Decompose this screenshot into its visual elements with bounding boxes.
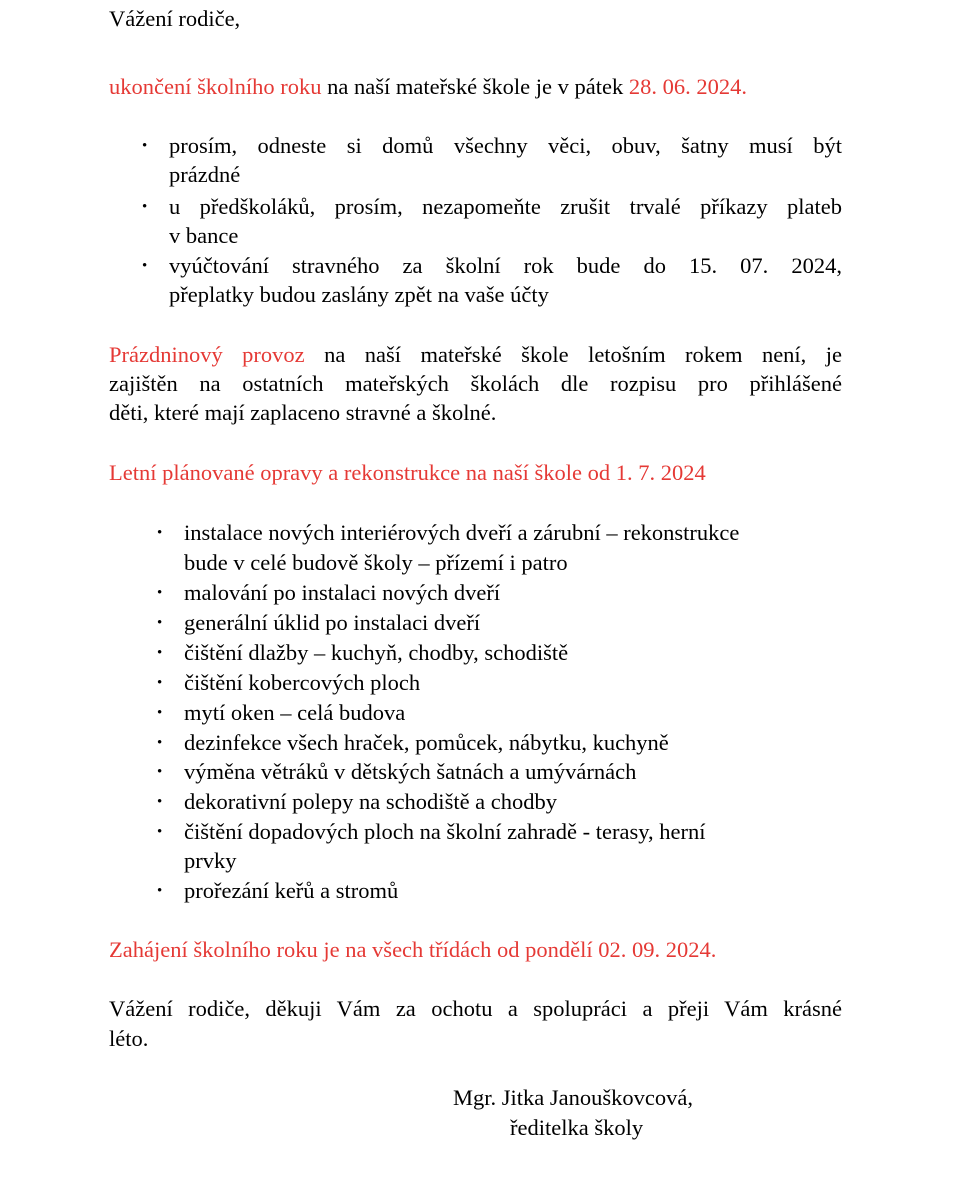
end-of-year-date: 28. 06. 2024. (628, 74, 748, 99)
list-item-line: dekorativní polepy na schodiště a chodby (184, 789, 558, 814)
list-item-line: mytí oken – celá budova (184, 700, 406, 725)
school-start-notice: Zahájení školního roku je na všech třídách od pondělí 02. 09. 2024. (109, 937, 717, 962)
holiday-paragraph-line: zajištěn na ostatních mateřských školách dle rozpisu pro přihlášené (109, 371, 842, 396)
list-item-line: prosím, odneste si domů všechny věci, obuv, šatny musí být (169, 133, 842, 158)
holiday-text: na naší mateřské škole letošním rokem není, je (304, 342, 842, 367)
list-item-line: výměna větráků v dětských šatnách a umývárnách (184, 759, 637, 784)
list-item-line: vyúčtování stravného za školní rok bude do 15. 07. 2024, (169, 253, 842, 278)
list-bullet: • (142, 138, 148, 154)
end-of-year-highlight: ukončení školního roku (109, 74, 322, 99)
list-item-line: generální úklid po instalaci dveří (184, 610, 481, 635)
list-bullet: • (157, 705, 163, 721)
greeting: Vážení rodiče, (109, 6, 241, 31)
list-bullet: • (157, 794, 163, 810)
end-of-year-paragraph (109, 72, 747, 102)
list-item-line: u předškoláků, prosím, nezapomeňte zrušit trvalé příkazy plateb (169, 194, 842, 219)
repairs-heading: Letní plánované opravy a rekonstrukce na naší škole od 1. 7. 2024 (109, 460, 706, 485)
list-item-line: přeplatky budou zaslány zpět na vaše účty (169, 282, 549, 307)
closing-line: Vážení rodiče, děkuji Vám za ochotu a spolupráci a přeji Vám krásné (109, 996, 842, 1021)
list-item-line: instalace nových interiérových dveří a zárubní – rekonstrukce (184, 520, 740, 545)
list-item-line: malování po instalaci nových dveří (184, 580, 501, 605)
end-of-year-text: na naší mateřské škole je v pátek (321, 74, 629, 99)
list-bullet: • (157, 525, 163, 541)
list-bullet: • (142, 258, 148, 274)
list-item-line: bude v celé budově školy – přízemí i patro (184, 550, 568, 575)
list-bullet: • (157, 735, 163, 751)
list-item-line: prvky (184, 848, 237, 873)
list-bullet: • (157, 645, 163, 661)
list-item-line: prořezání keřů a stromů (184, 878, 399, 903)
list-bullet: • (157, 883, 163, 899)
closing-line: léto. (109, 1026, 149, 1051)
list-item-line: čištění kobercových ploch (184, 670, 421, 695)
list-bullet: • (157, 585, 163, 601)
list-bullet: • (157, 764, 163, 780)
list-item-line: čištění dopadových ploch na školní zahradě - terasy, herní (184, 819, 706, 844)
signature-name: Mgr. Jitka Janouškovcová, (453, 1085, 693, 1110)
holiday-paragraph-line (109, 340, 842, 370)
list-bullet: • (157, 615, 163, 631)
list-item-line: prázdné (169, 162, 241, 187)
signature-title: ředitelka školy (510, 1115, 644, 1140)
holiday-highlight: Prázdninový provoz (109, 342, 305, 367)
holiday-paragraph-line: děti, které mají zaplaceno stravné a školné. (109, 400, 497, 425)
list-bullet: • (157, 675, 163, 691)
list-item-line: čištění dlažby – kuchyň, chodby, schodiště (184, 640, 569, 665)
list-bullet: • (142, 199, 148, 215)
list-item-line: v bance (169, 223, 239, 248)
list-item-line: dezinfekce všech hraček, pomůcek, nábytku, kuchyně (184, 730, 669, 755)
list-bullet: • (157, 824, 163, 840)
